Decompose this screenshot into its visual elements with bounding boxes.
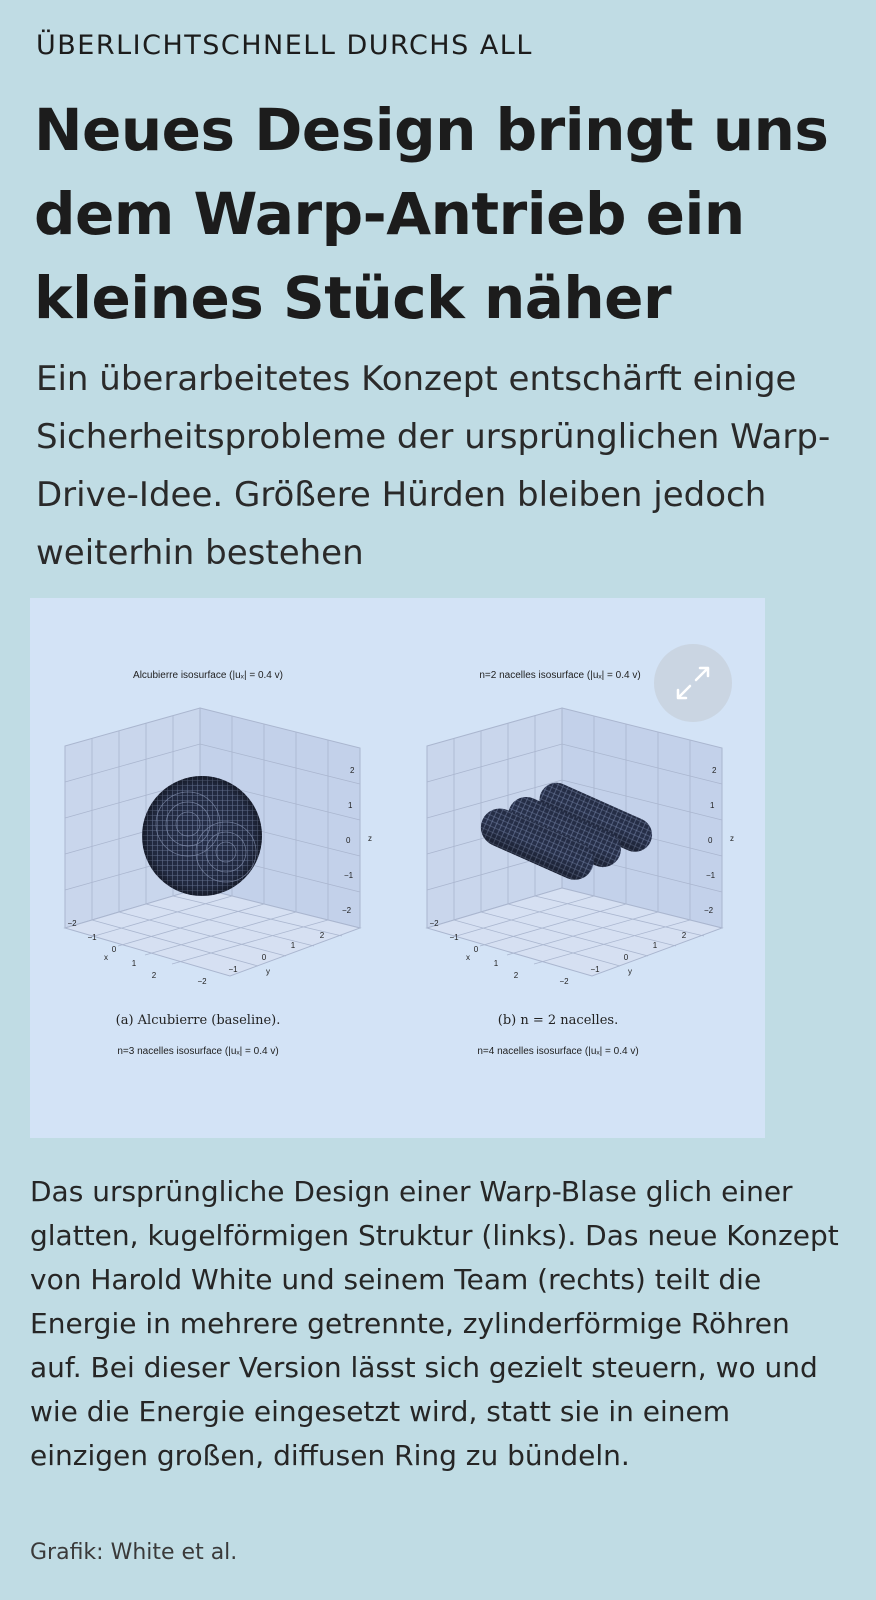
right-x-tick: −1: [449, 933, 459, 942]
left-y-tick: −2: [197, 977, 207, 986]
right-z-tick: 0: [708, 836, 713, 845]
article-headline: Neues Design bringt uns dem Warp-Antrieb ein kleines Stück näher: [34, 96, 829, 332]
right-x-tick: −2: [429, 919, 439, 928]
left-z-tick: −2: [342, 906, 352, 915]
panel-next-title: n=3 nacelles isosurface (|uₓ| = 0.4 v): [117, 1046, 279, 1057]
figure-credit: Grafik: White et al.: [30, 1540, 238, 1565]
left-x-tick: −2: [67, 919, 77, 928]
figure-caption: Das ursprüngliche Design einer Warp-Blase glich einer glatten, kugelförmigen Struktur (links). Das neue Konzept von Harold White und seinem Team (rechts) teilt die Energie in mehrere getrennte, zylinderförmige Röhren auf. Bei dieser Version lässt sich gezielt steuern, wo und wie die Energie eingesetzt wird, statt sie in einem einzigen großen, diffusen Ring zu bündeln.: [30, 1175, 839, 1472]
left-y-tick: 1: [290, 941, 296, 950]
left-x-tick: −1: [87, 933, 97, 942]
right-z-tick: 2: [712, 766, 717, 775]
right-y-tick: 2: [681, 931, 687, 940]
right-x-tick: 2: [513, 971, 519, 980]
left-z-label: z: [368, 834, 372, 843]
right-z-label: z: [730, 834, 734, 843]
left-z-tick: 0: [346, 836, 351, 845]
left-y-tick: −1: [228, 965, 238, 974]
expand-arrows-icon: [654, 644, 732, 722]
left-x-tick: 2: [151, 971, 157, 980]
left-z-tick: 2: [350, 766, 355, 775]
left-x-label: x: [104, 953, 108, 962]
panel-left-plot: [65, 670, 372, 1057]
right-z-tick: −1: [706, 871, 716, 880]
expand-image-button[interactable]: [654, 644, 732, 722]
right-y-label: y: [628, 967, 632, 976]
right-x-label: x: [466, 953, 470, 962]
left-z-tick: 1: [348, 801, 353, 810]
right-y-tick: −1: [590, 965, 600, 974]
article-lead: Ein überarbeitetes Konzept entschärft einige Sicherheitsprobleme der ursprünglichen Warp-Drive-Idee. Größere Hürden bleiben jedoch weiterhin bestehen: [36, 359, 831, 573]
right-z-tick: −2: [704, 906, 714, 915]
panel-left-title: Alcubierre isosurface (|uₓ| = 0.4 v): [133, 670, 283, 681]
right-y-tick: 1: [652, 941, 658, 950]
right-z-tick: 1: [710, 801, 715, 810]
left-y-tick: 2: [319, 931, 325, 940]
right-y-tick: 0: [623, 953, 629, 962]
left-z-tick: −1: [344, 871, 354, 880]
left-x-tick: 0: [111, 945, 117, 954]
panel-next-title: n=4 nacelles isosurface (|uₓ| = 0.4 v): [477, 1046, 639, 1057]
right-y-tick: −2: [559, 977, 569, 986]
article-figure[interactable]: [30, 598, 765, 1138]
right-x-tick: 1: [493, 959, 499, 968]
panel-right-title: n=2 nacelles isosurface (|uₓ| = 0.4 v): [479, 670, 641, 681]
left-y-tick: 0: [261, 953, 267, 962]
panel-right-plot: [427, 670, 734, 1057]
left-y-label: y: [266, 967, 270, 976]
panel-right-caption: (b) n = 2 nacelles.: [497, 1013, 619, 1028]
left-x-tick: 1: [131, 959, 137, 968]
panel-left-caption: (a) Alcubierre (baseline).: [115, 1013, 281, 1028]
article-kicker: ÜBERLICHTSCHNELL DURCHS ALL: [36, 30, 533, 61]
right-x-tick: 0: [473, 945, 479, 954]
